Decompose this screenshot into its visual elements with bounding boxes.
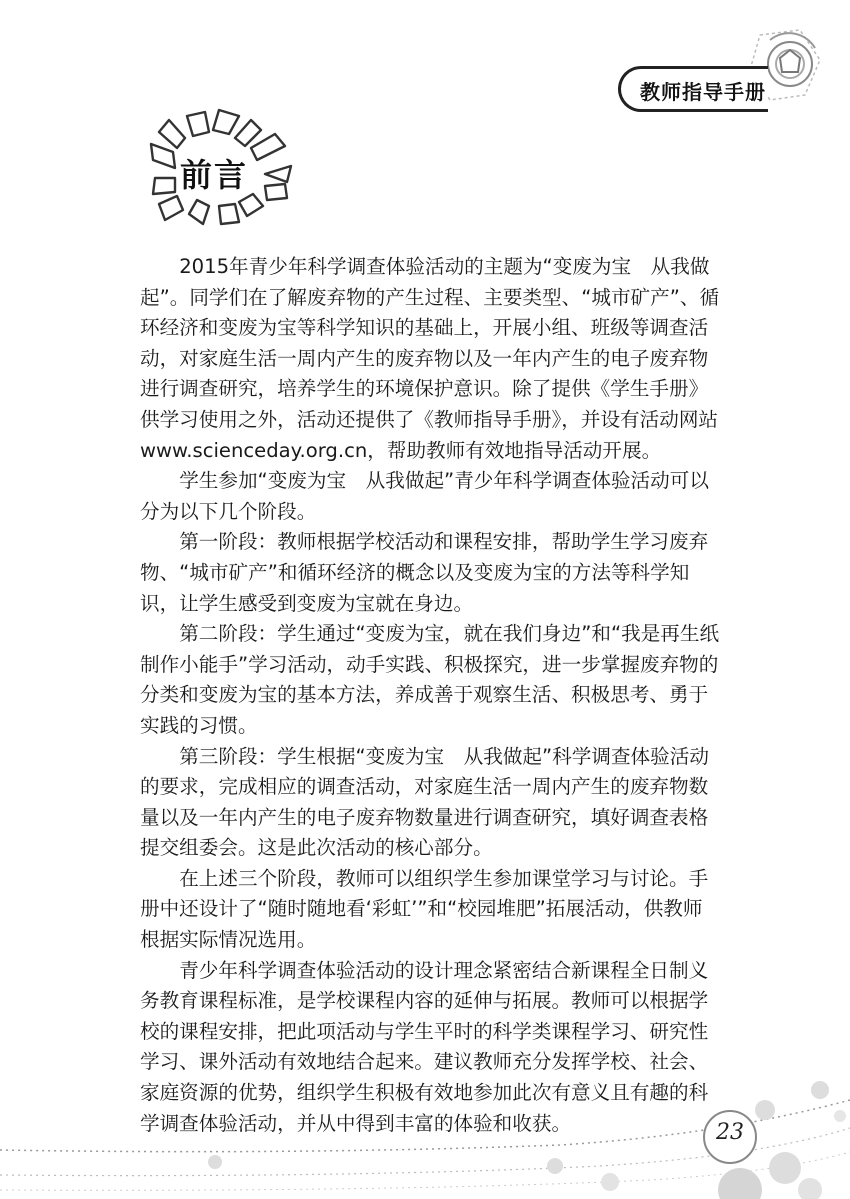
paragraph: 第三阶段：学生根据“变废为宝 从我做起”科学调查体验活动的要求，完成相应的调查活动，对家庭生活一周内产生的废弃物数量以及一年内产生的电子废弃物数量进行调查研究，填好调查表格提交组委会。这是此次活动的核心部分。 bbox=[140, 744, 709, 860]
paragraph: 在上述三个阶段，教师可以组织学生参加课堂学习与讨论。手册中还设计了“随时随地看‘彩虹’”和“校园堆肥”拓展活动，供教师根据实际情况选用。 bbox=[140, 866, 709, 952]
page-number: 23 bbox=[716, 1120, 744, 1145]
paragraph: 学生参加“变废为宝 从我做起”青少年科学调查体验活动可以分为以下几个阶段。 bbox=[140, 469, 709, 523]
paragraph: 青少年科学调查体验活动的设计理念紧密结合新课程全日制义务教育课程标准，是学校课程内容的延伸与拓展。教师可以根据学校的课程安排，把此项活动与学生平时的科学类课程学习、研究性学习、课外活动有效地结合起来。建议教师充分发挥学校、社会、家庭资源的优势，组织学生积极有效地参加此次有意义且有趣的科学调查体验活动，并从中得到丰富的体验和收获。 bbox=[140, 958, 709, 1135]
paragraph: 第一阶段：教师根据学校活动和课程安排，帮助学生学习废弃物、“城市矿产”和循环经济的概念以及变废为宝的方法等科学知识，让学生感受到变废为宝就在身边。 bbox=[140, 530, 709, 615]
paragraph: 2015年青少年科学调查体验活动的主题为“变废为宝 从我做起”。同学们在了解废弃物的产生过程、主要类型、“城市矿产”、循环经济和变废为宝等科学知识的基础上，开展小组、班级等调查活动，对家庭生活一周内产生的废弃物以及一年内产生的电子废弃物进行调查研究，培养学生的环境保护意识。除了提供《学生手册》供学习使用之外，活动还提供了《教师指导手册》，并设有活动网站www.scienceday.org.cn，帮助教师有效地指导活动开展。 bbox=[140, 255, 720, 462]
paragraph: 第二阶段：学生通过“变废为宝，就在我们身边”和“我是再生纸制作小能手”学习活动，动手实践、积极探究，进一步掌握废弃物的分类和变废为宝的基本方法，养成善于观察生活、积极思考、勇于实践的习惯。 bbox=[140, 622, 720, 737]
body-text bbox=[140, 252, 720, 1139]
section-title: 前言 bbox=[180, 156, 249, 194]
header-title: 教师指导手册 bbox=[640, 80, 766, 104]
